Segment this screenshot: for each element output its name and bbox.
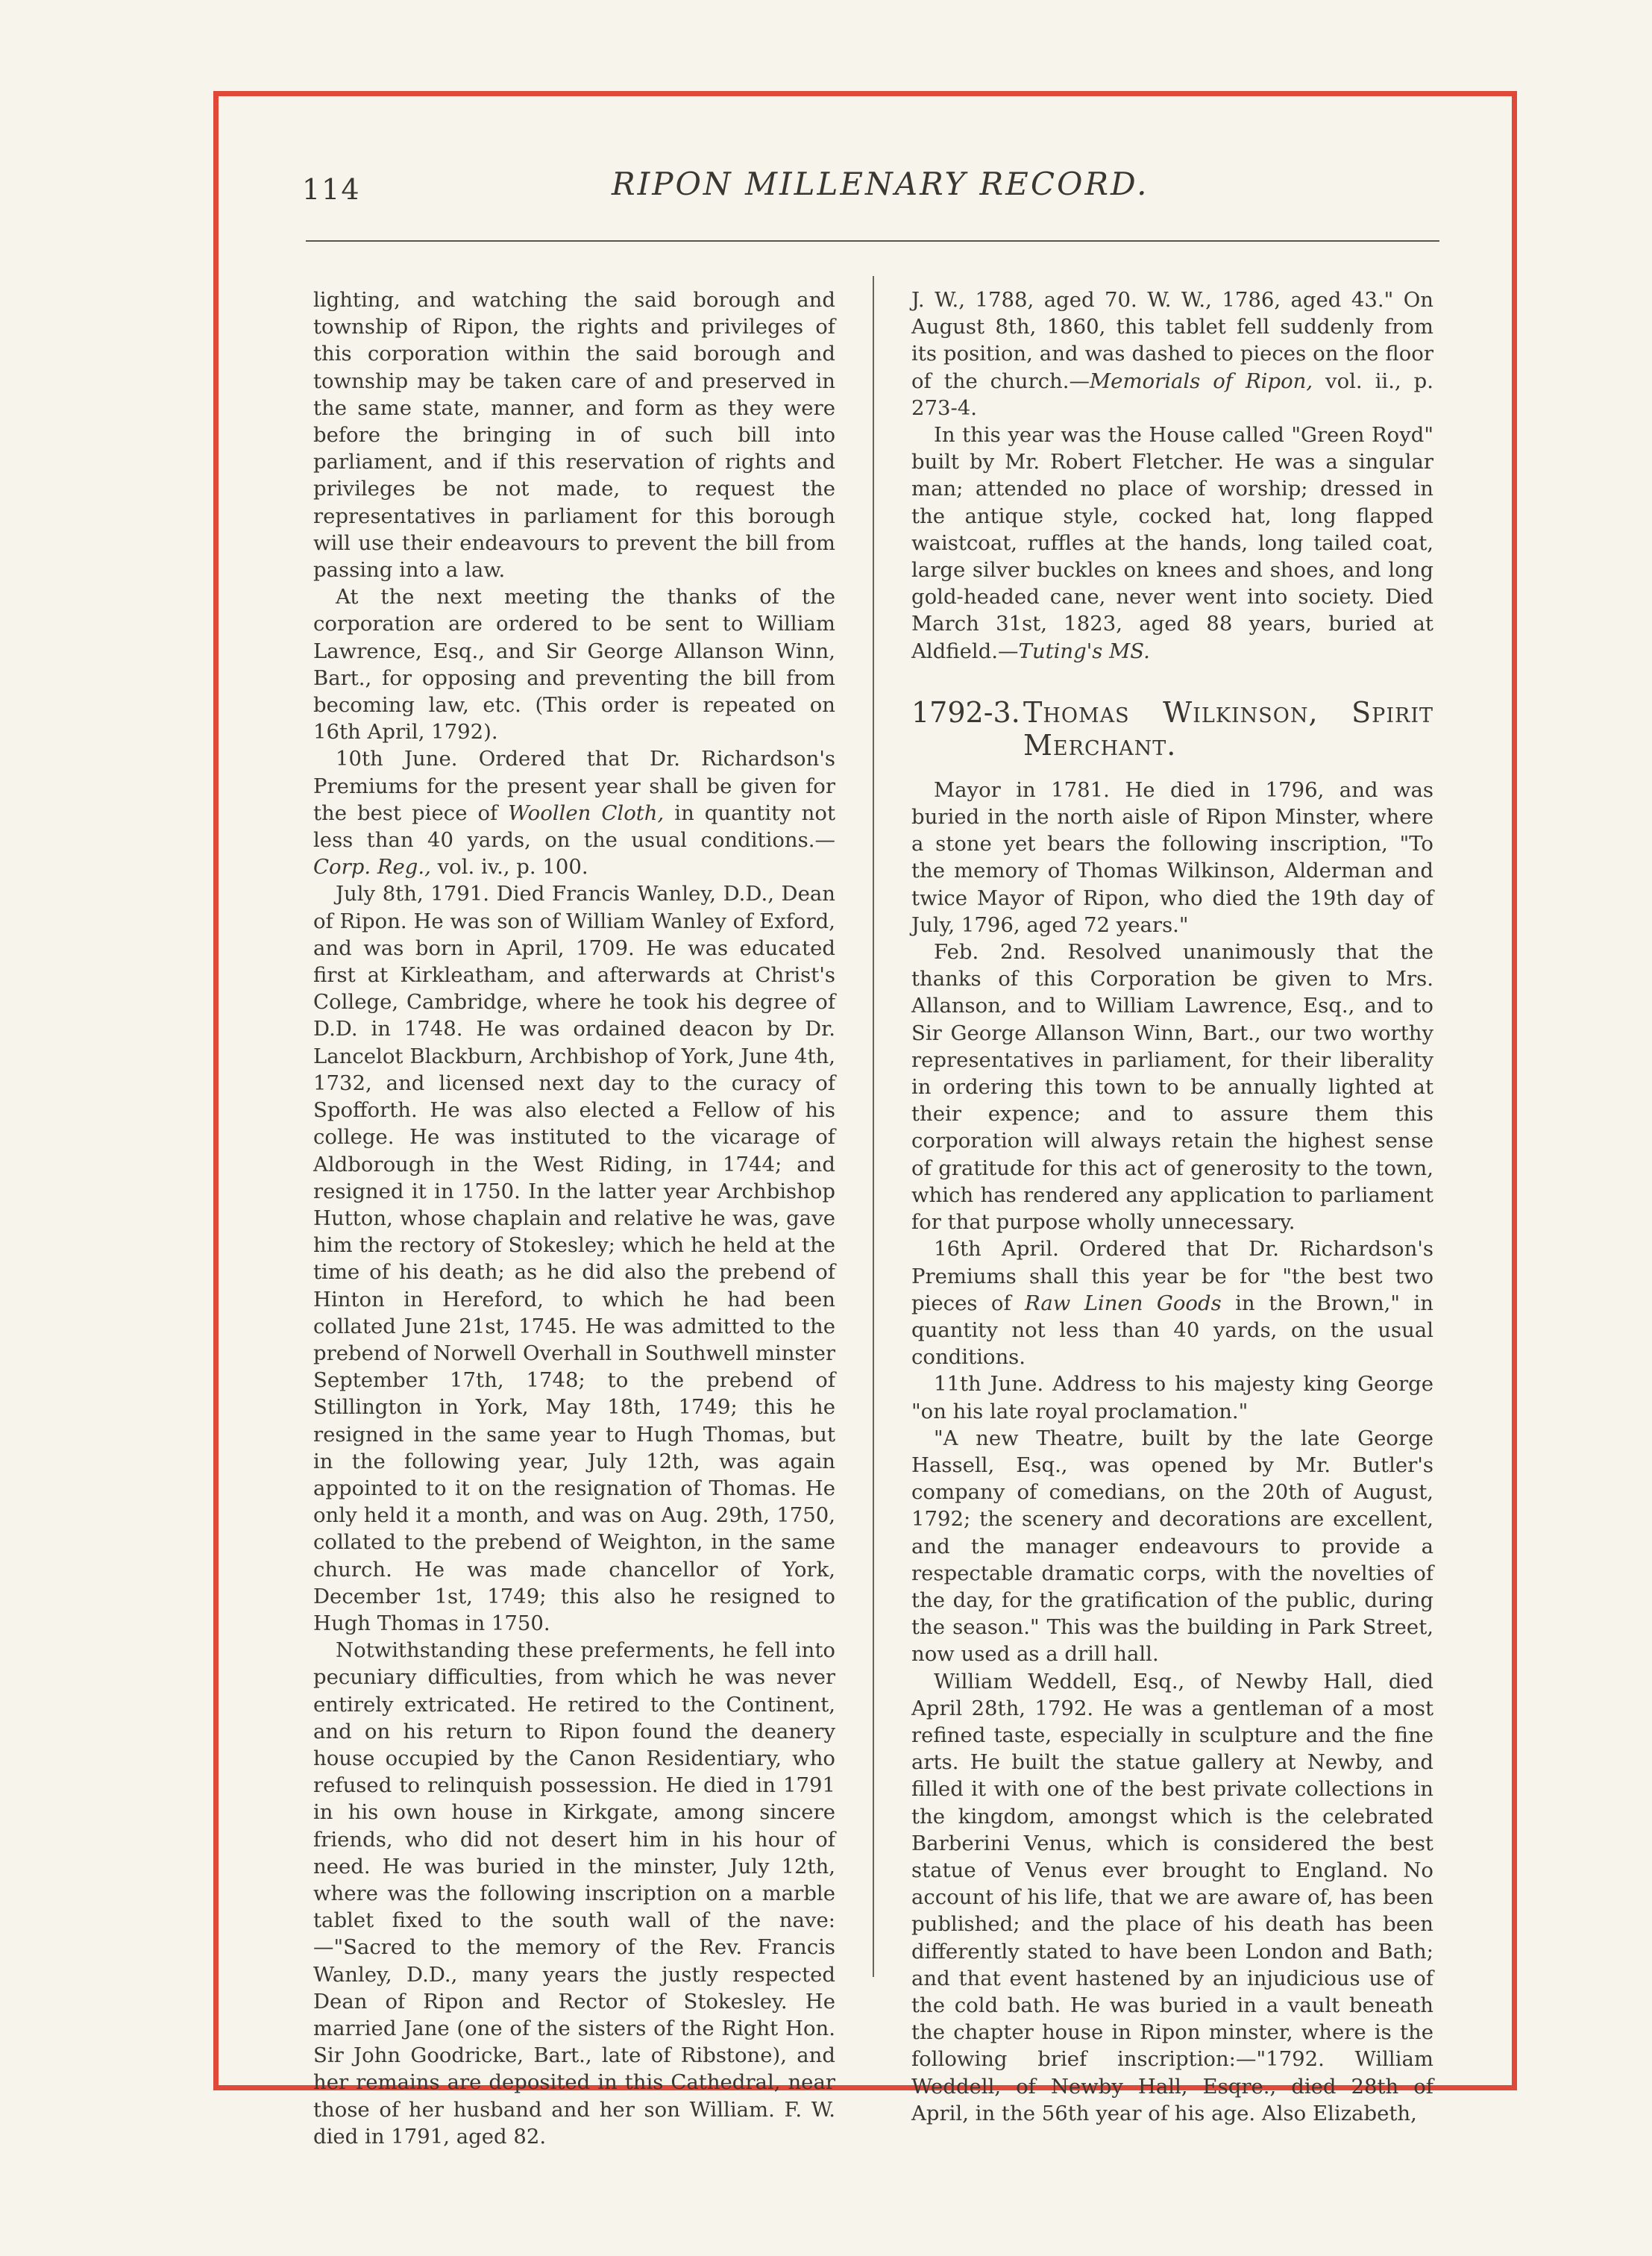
section-title: Thomas Wilkinson, Spirit Merchant. xyxy=(1023,695,1433,762)
paragraph: William Weddell, Esq., of Newby Hall, died April 28th, 1792. He was a gentleman of a most refined taste, especially in sculpture and the fine arts. He built the statue gallery at Newby, and filled it with one of the best private collections in the kingdom, amongst which is the celebrated Barberini Venus, which is considered the best statue of Venus ever brought to England. No account of his life, that we are aware of, has been published; and the place of his death has been differently stated to have been London and Bath; and that event hastened by an injudicious use of the cold bath. He was buried in a vault beneath the chapter house in Ripon minster, where is the following brief inscription:—"1792. William Weddell, of Newby Hall, Esqre., died 28th of April, in the 56th year of his age. Also Elizabeth, xyxy=(911,1669,1433,2125)
paragraph: 10th June. Ordered that Dr. Richardson's Premiums for the present year shall be given for the best piece of Woollen Cloth, in quantity not less than 40 yards, on the usual conditions.—Corp. Reg., vol. iv., p. 100. xyxy=(313,747,836,880)
paragraph: J. W., 1788, aged 70. W. W., 1786, aged 43." On August 8th, 1860, this tablet fell suddenly from its position, and was dashed to pieces on the floor of the church.—Memorials of Ripon, vol. ii., p. 273-4. xyxy=(911,288,1434,420)
paragraph: At the next meeting the thanks of the corporation are ordered to be sent to William Lawrence, Esq., and Sir George Allanson Winn, Bart., for opposing and preventing the bill from becoming law, etc. (This order is repeated on 16th April, 1792). xyxy=(313,585,835,745)
paragraph: "A new Theatre, built by the late George Hassell, Esq., was opened by Mr. Butler's company of comedians, on the 20th of August, 1792; the scenery and decorations are excellent, and the manager endeavours to provide a respectable dramatic corps, with the novelties of the day, for the gratification of the public, during the season." This was the building in Park Street, now used as a drill hall. xyxy=(911,1426,1433,1667)
paragraph: July 8th, 1791. Died Francis Wanley, D.D., Dean of Ripon. He was son of William Wanley of Exford, and was born in April, 1709. He was educated first at Kirkleatham, and afterwards at Christ's College, Cambridge, where he took his degree of D.D. in 1748. He was ordained deacon by Dr. Lancelot Blackburn, Archbishop of York, June 4th, 1732, and licensed next day to the curacy of Spofforth. He was also elected a Fellow of his college. He was instituted to the vicarage of Aldborough in the West Riding, in 1744; and resigned it in 1750. In the latter year Archbishop Hutton, whose chaplain and relative he was, gave him the rectory of Stokesley; which he held at the time of his death; as he did also the prebend of Hinton in Hereford, to which he had been collated June 21st, 1745. He was admitted to the prebend of Norwell Overhall in Southwell minster September 17th, 1748; to the prebend of Stillington in York, May 18th, 1749; this he resigned in the same year to Hugh Thomas, but in the following year, July 12th, was again appointed to it on the resignation of Thomas. He only held it a month, and was on Aug. 29th, 1750, collated to the prebend of Weighton, in the same church. He was made chancellor of York, December 1st, 1749; this also he resigned to Hugh Thomas in 1750. xyxy=(313,882,835,1635)
paragraph: In this year was the House called "Green Royd" built by Mr. Robert Fletcher. He was a singular man; attended no place of worship; dressed in the antique style, cocked hat, long flapped waistcoat, ruffles at the hands, long tailed coat, large silver buckles on knees and shoes, and long gold-headed cane, never went into society. Died March 31st, 1823, aged 88 years, buried at Aldfield.—Tuting's MS. xyxy=(911,423,1433,663)
left-column xyxy=(313,286,835,2150)
right-column xyxy=(911,286,1433,2127)
page-number: 114 xyxy=(302,173,361,206)
section-heading xyxy=(911,696,1433,762)
paragraph: Mayor in 1781. He died in 1796, and was buried in the north aisle of Ripon Minster, where a stone yet bears the following inscription, "To the memory of Thomas Wilkinson, Alderman and twice Mayor of Ripon, who died the 19th day of July, 1796, aged 72 years." xyxy=(911,777,1433,937)
column-divider xyxy=(873,276,874,1977)
section-years: 1792-3. xyxy=(911,695,1020,729)
paragraph: Feb. 2nd. Resolved unanimously that the thanks of this Corporation be given to Mrs. Allanson, and to William Lawrence, Esq., and to Sir George Allanson Winn, Bart., our two worthy representatives in parliament, for their liberality in ordering this town to be annually lighted at their expence; and to assure them this corporation will always retain the highest sense of gratitude for this act of generosity to the town, which has rendered any application to parliament for that purpose wholly unnecessary. xyxy=(911,940,1433,1235)
paragraph: Notwithstanding these preferments, he fell into pecuniary difficulties, from which he was never entirely extricated. He retired to the Continent, and on his return to Ripon found the deanery house occupied by the Canon Residentiary, who refused to relinquish possession. He died in 1791 in his own house in Kirkgate, among sincere friends, who did not desert him in his hour of need. He was buried in the minster, July 12th, where was the following inscription on a marble tablet fixed to the south wall of the nave:—"Sacred to the memory of the Rev. Francis Wanley, D.D., many years the justly respected Dean of Ripon and Rector of Stokesley. He married Jane (one of the sisters of the Right Hon. Sir John Goodricke, Bart., late of Ribstone), and her remains are deposited in this Cathedral, near those of her husband and her son William. F. W. died in 1791, aged 82. xyxy=(313,1638,835,2149)
paragraph: 16th April. Ordered that Dr. Richardson's Premiums shall this year be for "the best two pieces of Raw Linen Goods in the Brown," in quantity not less than 40 yards, on the usual conditions. xyxy=(911,1237,1433,1370)
paragraph: 11th June. Address to his majesty king George "on his late royal proclamation." xyxy=(911,1372,1433,1423)
header-rule xyxy=(306,240,1439,242)
running-title: RIPON MILLENARY RECORD. xyxy=(612,166,1149,202)
paragraph: lighting, and watching the said borough and township of Ripon, the rights and privileges of this corporation within the said borough and township may be taken care of and preserved in the same state, manner, and form as they were before the bringing in of such bill into parliament, and if this reservation of rights and privileges be not made, to request the representatives in parliament for this borough will use their endeavours to prevent the bill from passing into a law. xyxy=(313,288,835,583)
